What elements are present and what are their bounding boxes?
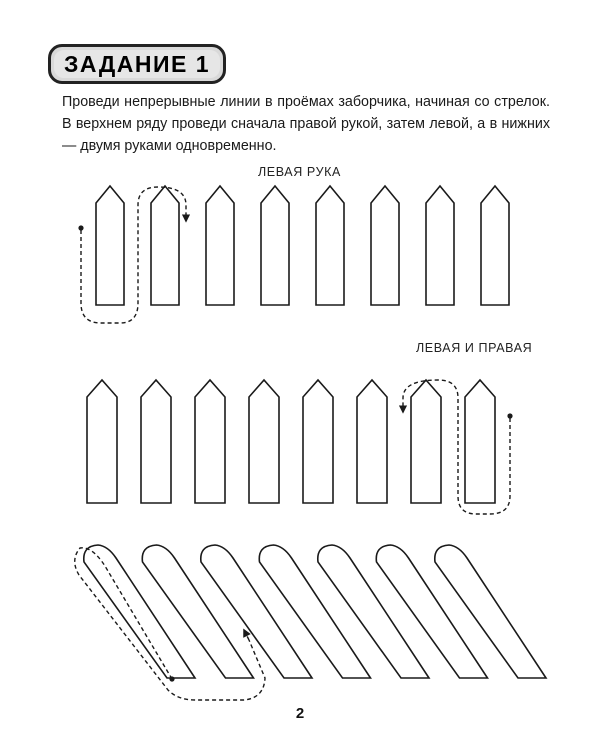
middle-picket-2 xyxy=(141,380,171,503)
bottom-slanted-plank-7 xyxy=(435,545,546,678)
top-picket-7 xyxy=(426,186,454,305)
top-picket-5 xyxy=(316,186,344,305)
middle-picket-3 xyxy=(195,380,225,503)
middle-guide-path xyxy=(403,380,513,514)
middle-row-label: ЛЕВАЯ И ПРАВАЯ xyxy=(416,341,533,355)
top-row-label: ЛЕВАЯ РУКА xyxy=(258,165,341,179)
middle-start-dot xyxy=(507,413,512,418)
bottom-slanted-row xyxy=(84,545,546,678)
top-picket-1 xyxy=(96,186,124,305)
task-title: ЗАДАНИЕ 1 xyxy=(63,50,211,77)
top-guide-path xyxy=(78,187,186,323)
instructions-text: Проведи непрерывные линии в проёмах заборчика, начиная со стрелок. В верхнем ряду проведи сначала правой рукой, затем левой, а в нижних — двумя руками одновременно. xyxy=(62,94,550,154)
middle-guide-line xyxy=(403,380,510,514)
page-number: 2 xyxy=(295,705,305,722)
bottom-guide-path xyxy=(75,548,265,700)
top-picket-row xyxy=(96,186,509,305)
middle-picket-6 xyxy=(357,380,387,503)
middle-picket-4 xyxy=(249,380,279,503)
middle-picket-5 xyxy=(303,380,333,503)
top-picket-3 xyxy=(206,186,234,305)
middle-picket-8 xyxy=(465,380,495,503)
middle-picket-1 xyxy=(87,380,117,503)
top-picket-8 xyxy=(481,186,509,305)
middle-picket-row xyxy=(87,380,495,503)
top-picket-2 xyxy=(151,186,179,305)
middle-picket-7 xyxy=(411,380,441,503)
top-start-dot xyxy=(78,225,83,230)
bottom-guide-line xyxy=(75,548,265,700)
top-picket-6 xyxy=(371,186,399,305)
top-picket-4 xyxy=(261,186,289,305)
